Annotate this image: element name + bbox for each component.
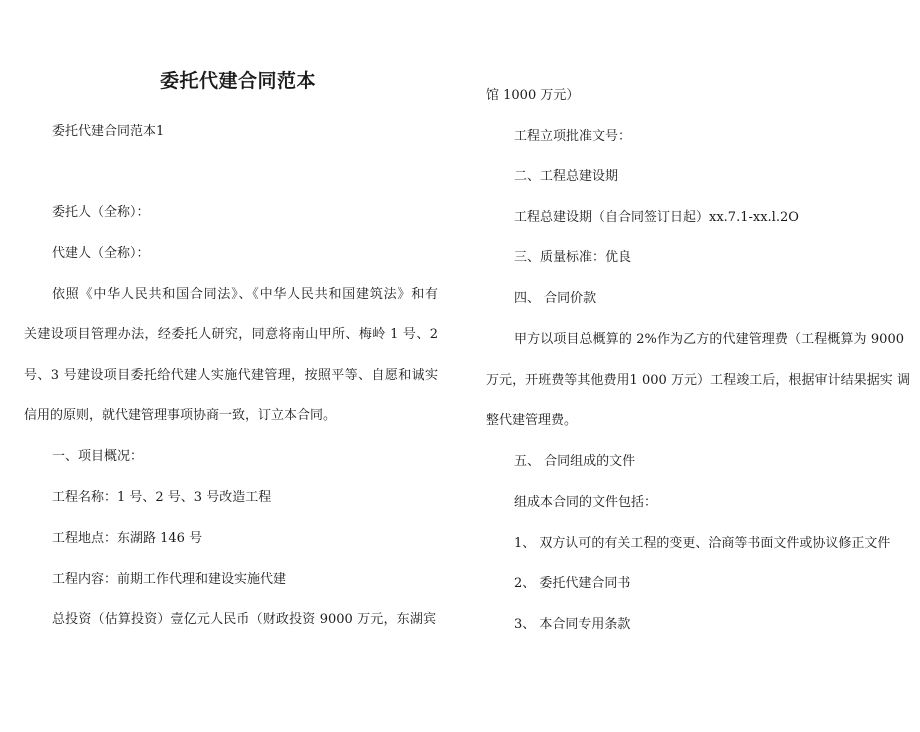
paragraph-line: 馆 1000 万元）: [486, 88, 580, 103]
paragraph-line: 依照《中华人民共和国合同法》、《中华人民共和国建筑法》和有: [52, 287, 438, 302]
agent-field: 代建人（全称）：: [52, 246, 150, 261]
project-content: 工程内容：前期工作代理和建设实施代建: [52, 572, 287, 587]
paragraph-line: 甲方以项目总概算的 2%作为乙方的代建管理费（工程概算为 9000: [514, 332, 904, 347]
total-investment: 总投资（估算投资）壹亿元人民币（财政投资 9000 万元，东湖宾: [52, 612, 436, 627]
paragraph-line: 万元，开班费等其他费用1 000 万元）工程竣工后，根据审计结果据实 调: [486, 373, 910, 388]
list-item: 2、 委托代建合同书: [514, 576, 631, 591]
paragraph-line: 信用的原则，就代建管理事项协商一致，订立本合同。: [24, 408, 337, 423]
section-heading: 二、工程总建设期: [514, 169, 619, 184]
paragraph-line: 关建设项目管理办法，经委托人研究，同意将南山甲所、梅岭 1 号、2: [24, 327, 438, 342]
principal-field: 委托人（全称）：: [52, 205, 150, 220]
document-title: 委托代建合同范本: [159, 70, 316, 92]
section-heading: 委托代建合同范本1: [52, 124, 165, 139]
quality-standard: 三、质量标准：优良: [514, 250, 632, 265]
section-heading: 一、项目概况：: [52, 449, 144, 464]
project-name: 工程名称：1 号、2 号、3 号改造工程: [52, 490, 272, 505]
section-heading: 四、 合同价款: [514, 291, 597, 306]
paragraph-line: 组成本合同的文件包括：: [514, 495, 658, 510]
approval-number: 工程立项批准文号：: [514, 129, 632, 144]
construction-period: 工程总建设期（自合同签订日起）xx.7.1-xx.l.2O: [514, 210, 799, 225]
paragraph-line: 号、3 号建设项目委托给代建人实施代建管理，按照平等、自愿和诚实: [24, 368, 438, 383]
paragraph-line: 整代建管理费。: [486, 413, 578, 428]
project-location: 工程地点：东湖路 146 号: [52, 531, 203, 546]
list-item: 1、 双方认可的有关工程的变更、洽商等书面文件或协议修正文件: [514, 536, 891, 551]
section-heading: 五、 合同组成的文件: [514, 454, 636, 469]
list-item: 3、 本合同专用条款: [514, 617, 631, 632]
